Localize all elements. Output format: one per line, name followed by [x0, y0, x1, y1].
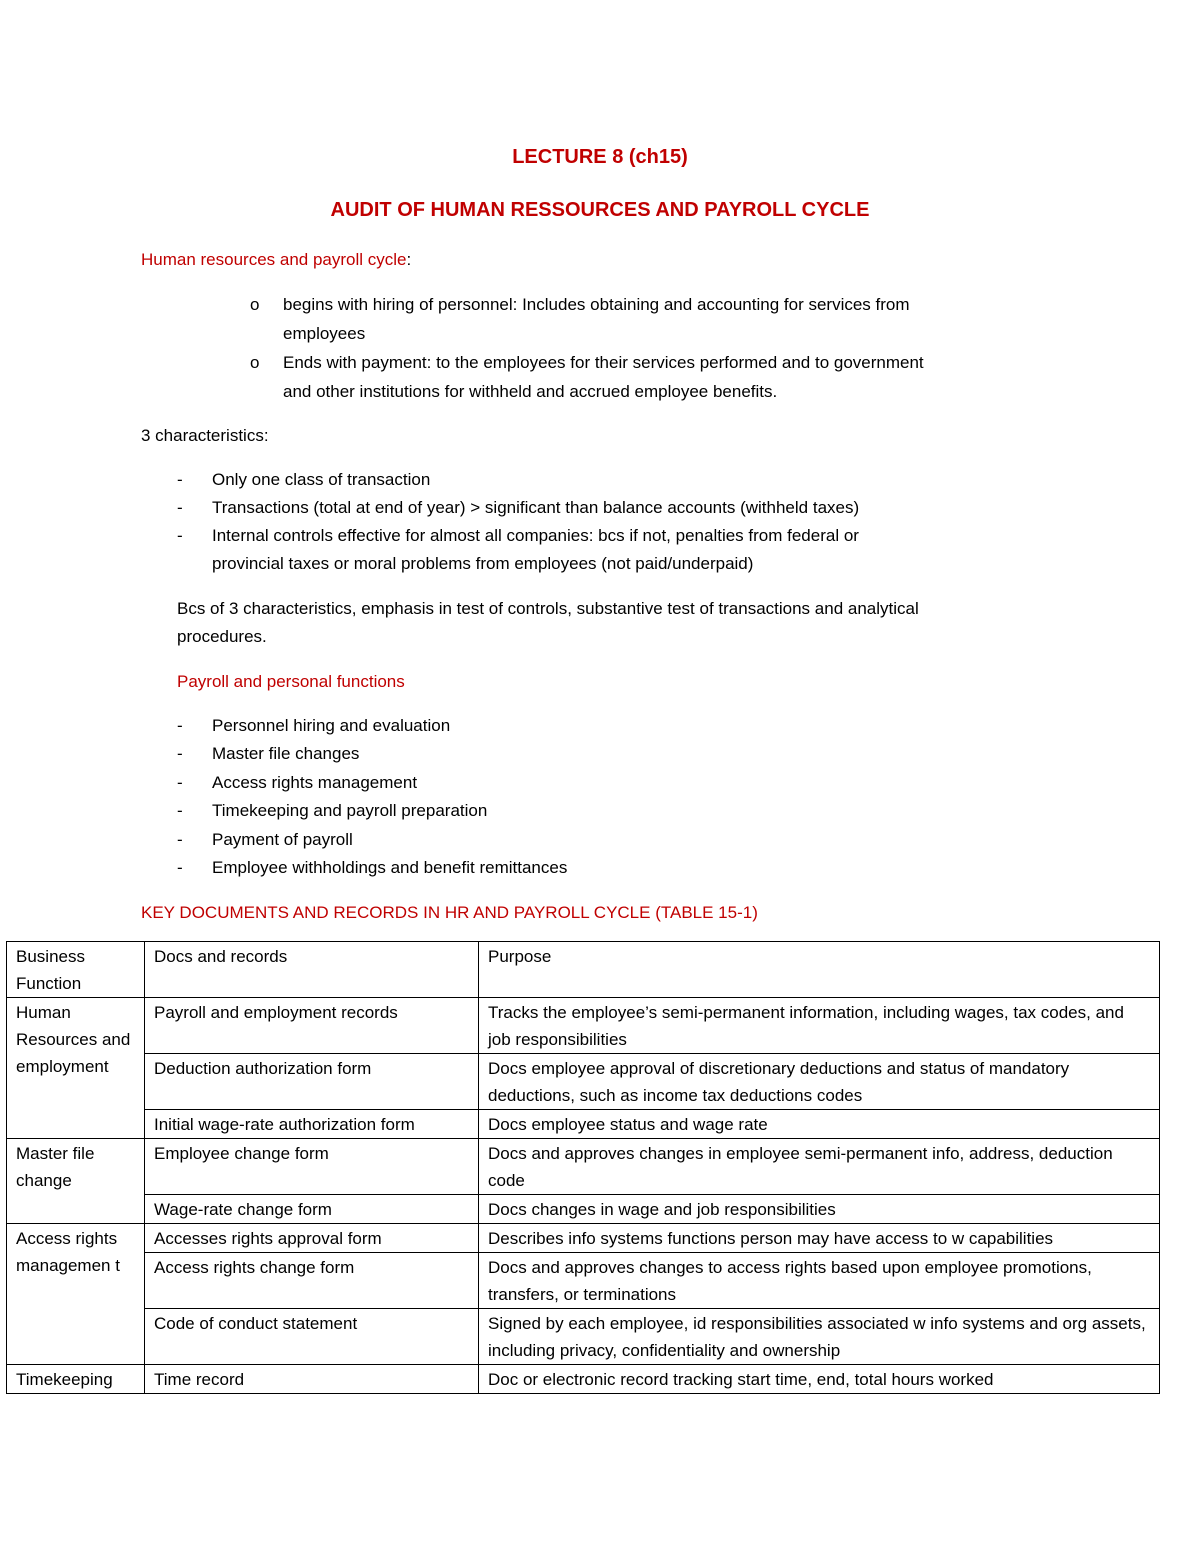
dash-icon: - [177, 470, 183, 489]
purpose-cell: Docs and approves changes to access rights based upon employee promotions, transfers, or terminations [479, 1253, 1160, 1309]
dash-icon: - [177, 858, 183, 877]
list-item: Personnel hiring and evaluation [212, 716, 451, 735]
purpose-cell: Doc or electronic record tracking start time, end, total hours worked [479, 1365, 1160, 1394]
business-function-cell: Master file change [7, 1139, 145, 1224]
dash-icon: - [177, 801, 183, 820]
bullet-o-icon: o [250, 295, 260, 314]
conclusion-line: Bcs of 3 characteristics, emphasis in test of controls, substantive test of transactions and analytical [177, 599, 919, 618]
purpose-cell: Signed by each employee, id responsibilities associated w info systems and org assets, including privacy, confidentiality and ownership [479, 1309, 1160, 1365]
table-row [7, 1195, 1160, 1224]
dash-icon: - [177, 744, 183, 763]
table-caption: KEY DOCUMENTS AND RECORDS IN HR AND PAYROLL CYCLE (TABLE 15-1) [141, 903, 758, 922]
table-row [7, 1309, 1160, 1365]
dash-icon: - [177, 773, 183, 792]
cycle-heading-text: Human resources and payroll cycle [141, 250, 407, 269]
list-item: Timekeeping and payroll preparation [212, 801, 488, 820]
table-row [7, 1224, 1160, 1253]
table-header-cell: Business Function [7, 942, 145, 998]
list-item: Internal controls effective for almost all companies: bcs if not, penalties from federal or [212, 526, 859, 545]
purpose-cell: Docs and approves changes in employee semi-permanent info, address, deduction code [479, 1139, 1160, 1195]
list-item: Only one class of transaction [212, 470, 431, 489]
key-documents-table [6, 941, 1160, 1394]
dash-icon: - [177, 830, 183, 849]
doc-cell: Time record [145, 1365, 479, 1394]
doc-cell: Accesses rights approval form [145, 1224, 479, 1253]
list-item-continued: employees [283, 324, 366, 343]
table-row [7, 998, 1160, 1054]
table-row [7, 1139, 1160, 1195]
doc-cell: Wage-rate change form [145, 1195, 479, 1224]
functions-heading: Payroll and personal functions [177, 672, 405, 691]
doc-cell: Access rights change form [145, 1253, 479, 1309]
doc-cell: Deduction authorization form [145, 1054, 479, 1110]
purpose-cell: Docs changes in wage and job responsibilities [479, 1195, 1160, 1224]
table-header-row [7, 942, 1160, 998]
business-function-cell: Access rights managemen t [7, 1224, 145, 1365]
table-header-cell: Purpose [479, 942, 1160, 998]
bullet-o-icon: o [250, 353, 260, 372]
purpose-cell: Docs employee approval of discretionary deductions and status of mandatory deductions, such as income tax deductions codes [479, 1054, 1160, 1110]
doc-cell: Payroll and employment records [145, 998, 479, 1054]
characteristics-heading: 3 characteristics: [141, 426, 269, 445]
dash-icon: - [177, 498, 183, 517]
doc-cell: Initial wage-rate authorization form [145, 1110, 479, 1139]
list-item-continued: and other institutions for withheld and accrued employee benefits. [283, 382, 778, 401]
business-function-cell: Timekeeping [7, 1365, 145, 1394]
purpose-cell: Describes info systems functions person may have access to w capabilities [479, 1224, 1160, 1253]
list-item: Employee withholdings and benefit remittances [212, 858, 568, 877]
table-row [7, 1365, 1160, 1394]
list-item: begins with hiring of personnel: Includes obtaining and accounting for services from [283, 295, 910, 314]
table-row [7, 1253, 1160, 1309]
purpose-cell: Docs employee status and wage rate [479, 1110, 1160, 1139]
list-item: Payment of payroll [212, 830, 353, 849]
dash-icon: - [177, 526, 183, 545]
list-item: Transactions (total at end of year) > significant than balance accounts (withheld taxes) [212, 498, 860, 517]
list-item-continued: provincial taxes or moral problems from employees (not paid/underpaid) [212, 554, 754, 573]
table-row [7, 1110, 1160, 1139]
dash-icon: - [177, 716, 183, 735]
table-row [7, 1054, 1160, 1110]
lecture-title: LECTURE 8 (ch15) [512, 146, 688, 168]
list-item: Ends with payment: to the employees for their services performed and to government [283, 353, 924, 372]
doc-cell: Code of conduct statement [145, 1309, 479, 1365]
table-header-cell: Docs and records [145, 942, 479, 998]
doc-cell: Employee change form [145, 1139, 479, 1195]
cycle-heading-colon: : [406, 250, 412, 269]
business-function-cell: Human Resources and employment [7, 998, 145, 1139]
list-item: Access rights management [212, 773, 418, 792]
document-title: AUDIT OF HUMAN RESSOURCES AND PAYROLL CYCLE [330, 199, 870, 221]
list-item: Master file changes [212, 744, 360, 763]
conclusion-line-continued: procedures. [177, 627, 267, 646]
cycle-heading [141, 245, 411, 274]
purpose-cell: Tracks the employee’s semi-permanent information, including wages, tax codes, and job responsibilities [479, 998, 1160, 1054]
